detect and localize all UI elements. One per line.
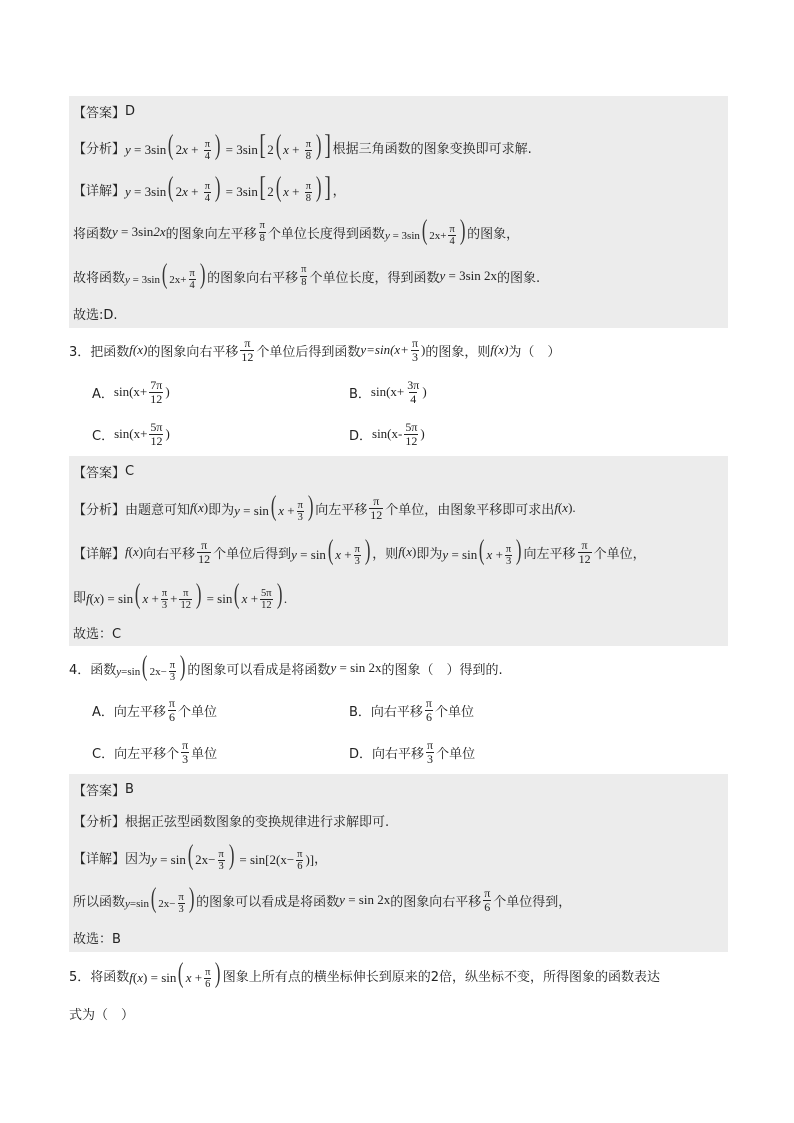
formula: y = 3sin( 2x + $\frac{\pi}{4}$ ) = 3sin[2( x + $\frac{\pi}{8}$ ) ] — [125, 129, 332, 163]
q3-choose-line: 故选：C — [69, 618, 728, 646]
q4-option-d[interactable]: D．向右平移 $\frac{\pi}{3}$ 个单位 — [349, 737, 476, 766]
q4-option-a[interactable]: A．向左平移 $\frac{\pi}{6}$ 个单位 — [92, 695, 217, 724]
q4-option-b[interactable]: B．向右平移 $\frac{\pi}{6}$ 个单位 — [349, 695, 474, 724]
q3-detail-line-2: 即 f(x) = sin( x + $\frac{\pi}{3}$ + $\frac{\pi}{12}$ ) = sin( x + $\frac{5\pi}{12}$ ) . — [69, 574, 728, 618]
q4-answer-line: 【答案】 B — [69, 774, 728, 804]
q5-stem-2: 式为（ ） — [69, 1007, 135, 1023]
q4-detail-line: 【详解】 因为 y = sin( 2x− $\frac{\pi}{3}$ ) = sin[2(x− $\frac{\pi}{6}$ )] ， — [69, 836, 728, 878]
q3-analysis-line: 【分析】 由题意可知 f(x) 即为 y = sin( x + $\frac{\pi}{3}$ ) 向左平移 $\frac{\pi}{12}$ 个单位，由图象平移即可求出 f(x). — [69, 486, 728, 530]
q3-option-b[interactable]: B． sin(x+ $\frac{3\pi}{4}$ ) — [349, 377, 427, 406]
detail-label: 【详解】 — [73, 183, 126, 199]
q4-stem: 4．函数 y=sin( 2x− $\frac{\pi}{3}$ ) 的图象可以看成是将函数 y = sin 2x 的图象（ ）得到的. — [69, 650, 503, 684]
q5-stem: 5．将函数 f(x) = sin( x + $\frac{\pi}{6}$ ) 图象上所有点的横坐标伸长到原来的2倍，纵坐标不变，所得图象的函数表达 — [69, 957, 661, 991]
q4-choose-line: 故选：B — [69, 922, 728, 952]
q3-option-d[interactable]: D． sin(x- $\frac{5\pi}{12}$ ) — [349, 419, 425, 448]
q3-option-c[interactable]: C． sin(x+ $\frac{5\pi}{12}$ ) — [92, 419, 170, 448]
q2-choose-line: 故选:D. — [69, 298, 728, 328]
q2-analysis-line — [69, 126, 728, 168]
q3-stem: 3．把函数 f(x) 的图象向右平移 $\frac{\pi}{12}$ 个单位后得到函数 y=sin(x+ $\frac{\pi}{3}$ ) 的图象，则 f(x) 为（ ） — [69, 335, 561, 364]
q2-detail-line-3: 故将函数 y = 3sin( 2x+ $\frac{\pi}{4}$ ) 的图象向右平移 $\frac{\pi}{8}$ 个单位长度，得到函数 y = 3sin 2x 的图象. — [69, 254, 728, 298]
analysis-text: 根据三角函数的图象变换即可求解. — [332, 141, 532, 157]
analysis-label: 【分析】 — [73, 141, 126, 157]
formula: y = 3sin( 2x + $\frac{\pi}{4}$ ) = 3sin[2( x + $\frac{\pi}{8}$ ) ] — [125, 171, 332, 205]
q2-detail-line-2: 将函数 y = 3sin2x 的图象向左平移 $\frac{\pi}{8}$ 个单位长度得到函数 y = 3sin( 2x+ $\frac{\pi}{4}$ ) 的图象， — [69, 210, 728, 254]
q3-detail-line: 【详解】 f(x) 向右平移 $\frac{\pi}{12}$ 个单位后得到 y = sin( x + $\frac{\pi}{3}$ ) ，则 f(x) 即为 y = sin( x + $\frac{\pi}{3}$ ) 向左平移 $\frac{\pi}{12}$ 个单位， — [69, 530, 728, 574]
q2-answer-line — [69, 96, 728, 126]
q3-option-a[interactable]: A． sin(x+ $\frac{7\pi}{12}$ ) — [92, 377, 170, 406]
answer-value: D — [125, 103, 136, 119]
q2-detail-line: 【详解】 y = 3sin( 2x + $\frac{\pi}{4}$ ) = 3sin[2( x + $\frac{\pi}{8}$ ) ] ， — [69, 168, 728, 210]
q4-option-c[interactable]: C．向左平移个 $\frac{\pi}{3}$ 单位 — [92, 737, 218, 766]
answer-label: 【答案】 — [73, 105, 126, 121]
q3-answer-line: 【答案】 C — [69, 456, 728, 486]
q4-analysis-line: 【分析】 根据正弦型函数图象的变换规律进行求解即可. — [69, 804, 728, 836]
q4-detail-line-2: 所以函数 y=sin( 2x− $\frac{\pi}{3}$ ) 的图象可以看成是将函数 y = sin 2x 的图象向右平移 $\frac{\pi}{6}$ 个单位得到， — [69, 878, 728, 922]
